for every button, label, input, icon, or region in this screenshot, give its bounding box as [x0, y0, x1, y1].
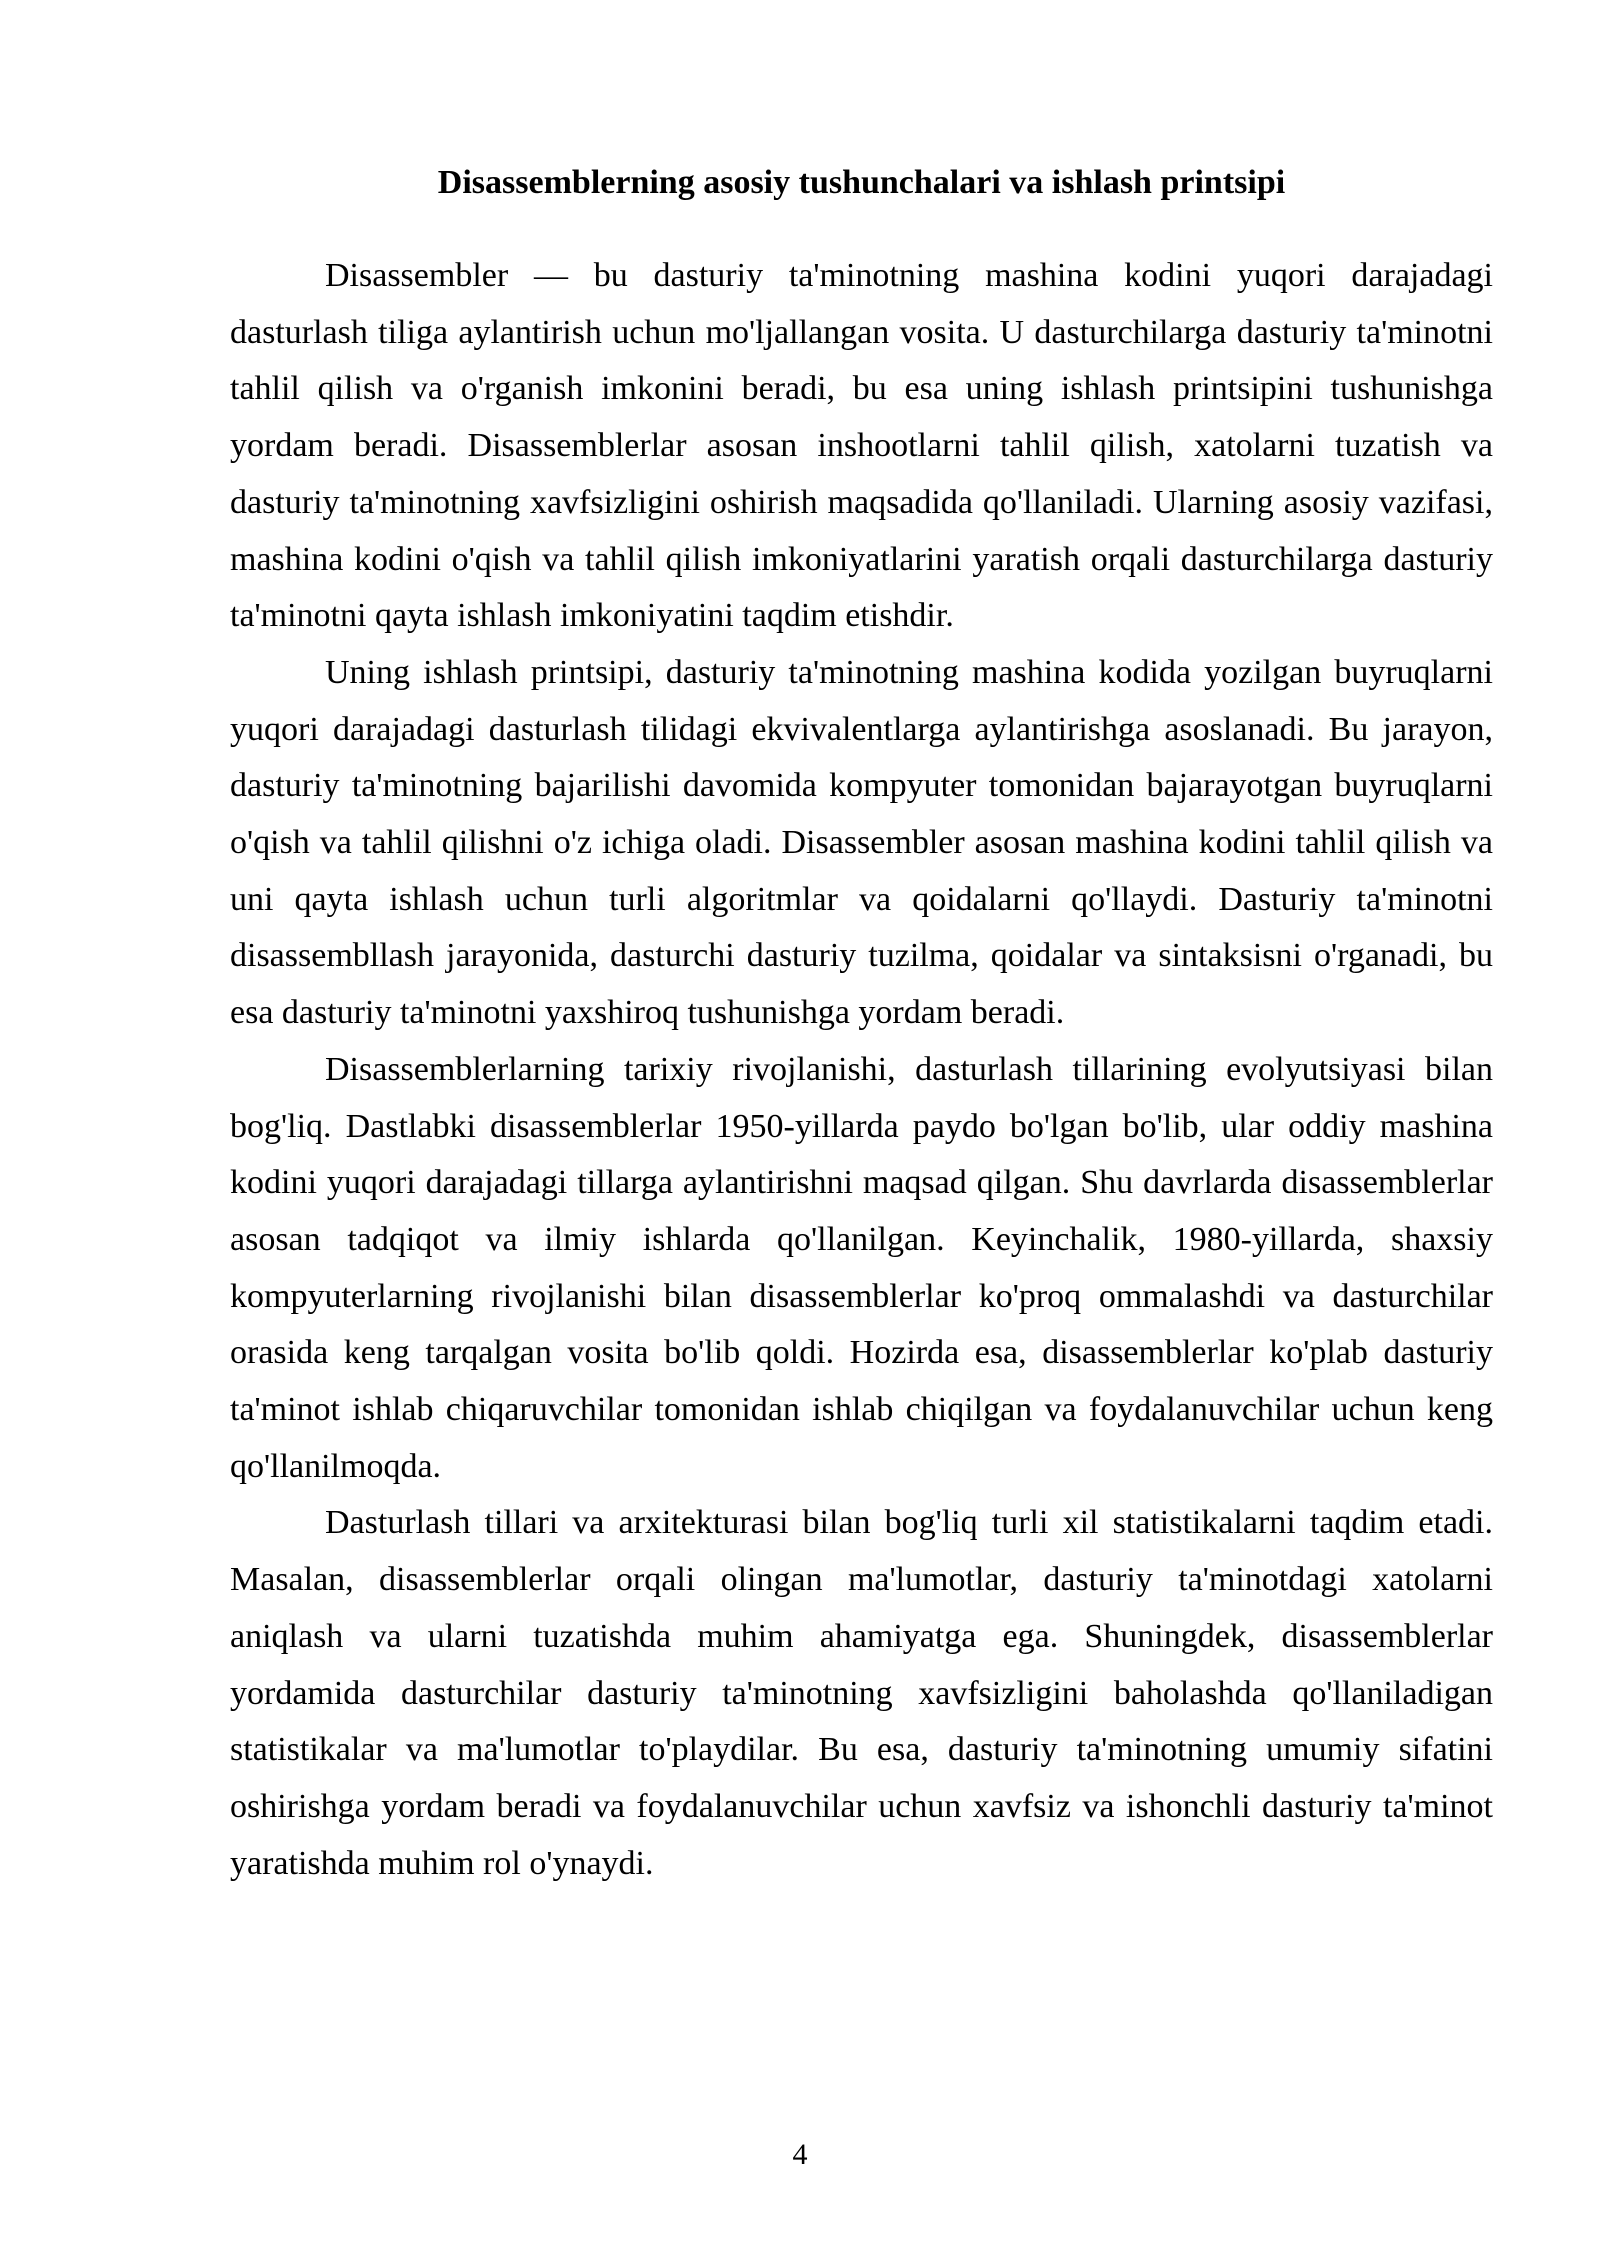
paragraph-3: Disassemblerlarning tarixiy rivojlanishi, dasturlash tillarining evolyutsiyasi bilan bog'liq. Dastlabki disassemblerlar 1950-yillarda paydo bo'lgan bo'lib, ular oddiy mashina kodini yuqori darajadagi tillarga aylantirishni maqsad qilgan. Shu davrlarda disassemblerlar asosan tadqiqot va ilmiy ishlarda qo'llanilgan. Keyinchalik, 1980-yillarda, shaxsiy kompyuterlarning rivojlanishi bilan disassemblerlar ko'proq ommalashdi va dasturchilar orasida keng tarqalgan vosita bo'lib qoldi. Hozirda esa, disassemblerlar ko'plab dasturiy ta'minot ishlab chiqaruvchilar tomonidan ishlab chiqilgan va foydalanuvchilar uchun keng qo'llanilmoqda. [230, 1050, 1493, 1485]
document-title: Disassemblerning asosiy tushunchalari va ishlash printsipi [437, 164, 1286, 201]
paragraph-2: Uning ishlash printsipi, dasturiy ta'minotning mashina kodida yozilgan buyruqlarni yuqori darajadagi dasturlash tilidagi ekvivalentlarga aylantirishga asoslanadi. Bu jarayon, dasturiy ta'minotning bajarilishi davomida kompyuter tomonidan bajarayotgan buyruqlarni o'qish va tahlil qilishni o'z ichiga oladi. Disassembler asosan mashina kodini tahlil qilish va uni qayta ishlash uchun turli algoritmlar va qoidalarni qo'llaydi. Dasturiy ta'minotni disassembllash jarayonida, dasturchi dasturiy tuzilma, qoidalar va sintaksisni o'rganadi, bu esa dasturiy ta'minotni yaxshiroq tushunishga yordam beradi. [230, 653, 1493, 1032]
paragraph-1: Disassembler — bu dasturiy ta'minotning mashina kodini yuqori darajadagi dasturlash tiliga aylantirish uchun mo'ljallangan vosita. U dasturchilarga dasturiy ta'minotni tahlil qilish va o'rganish imkonini beradi, bu esa uning ishlash printsipini tushunishga yordam beradi. Disassemblerlar asosan inshootlarni tahlil qilish, xatolarni tuzatish va dasturiy ta'minotning xavfsizligini oshirish maqsadida qo'llaniladi. Ularning asosiy vazifasi, mashina kodini o'qish va tahlil qilish imkoniyatlarini yaratish orqali dasturchilarga dasturiy ta'minotni qayta ishlash imkoniyatini taqdim etishdir. [230, 257, 1493, 635]
page-number: 4 [792, 2138, 808, 2171]
document-page [230, 160, 1493, 1892]
paragraph-4: Dasturlash tillari va arxitekturasi bilan bog'liq turli xil statistikalarni taqdim etadi. Masalan, disassemblerlar orqali olingan ma'lumotlar, dasturiy ta'minotdagi xatolarni aniqlash va ularni tuzatishda muhim ahamiyatga ega. Shuningdek, disassemblerlar yordamida dasturchilar dasturiy ta'minotning xavfsizligini baholashda qo'llaniladigan statistikalar va ma'lumotlar to'playdilar. Bu esa, dasturiy ta'minotning umumiy sifatini oshirishga yordam beradi va foydalanuvchilar uchun xavfsiz va ishonchli dasturiy ta'minot yaratishda muhim rol o'ynaydi. [230, 1504, 1493, 1882]
